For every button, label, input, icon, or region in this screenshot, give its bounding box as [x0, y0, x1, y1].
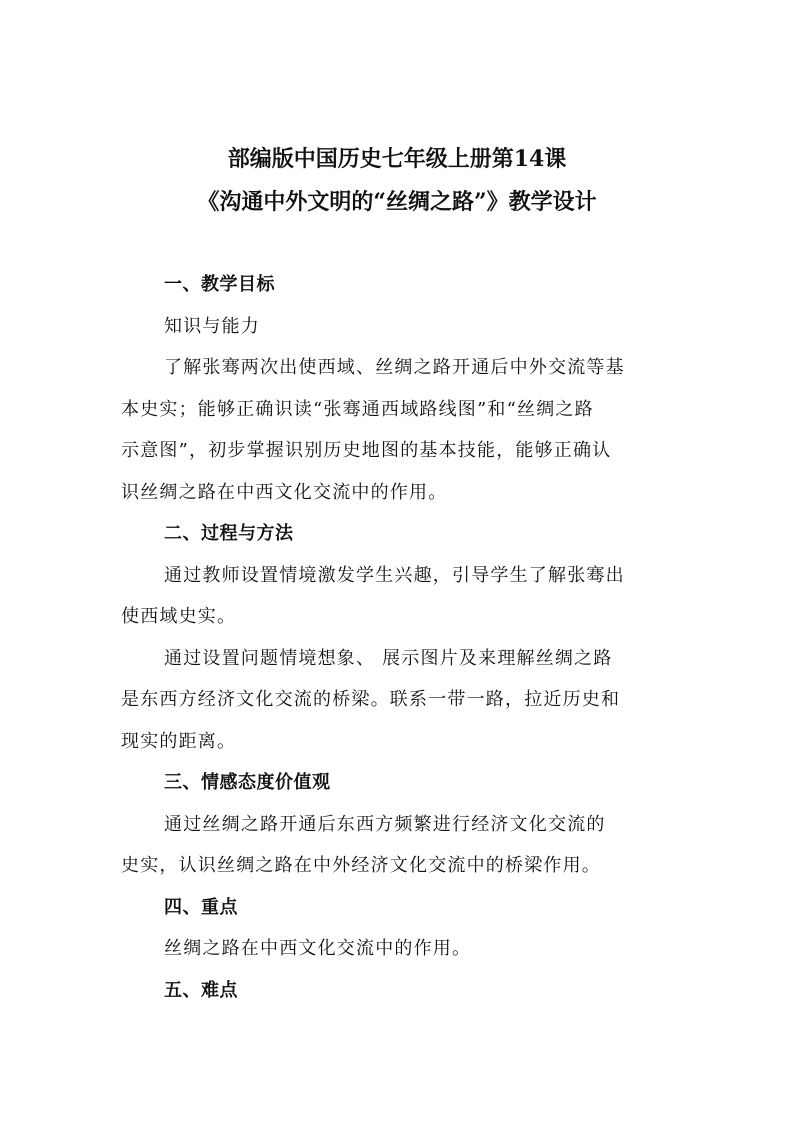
- paragraph-line: 现实的距离。: [121, 731, 237, 752]
- paragraph-line: 通过设置问题情境想象、 展示图片及来理解丝绸之路: [164, 648, 613, 669]
- section-5-heading: 五、难点: [164, 980, 238, 1001]
- paragraph-line: 是东西方经济文化交流的桥梁。联系一带一路，拉近历史和: [121, 689, 621, 710]
- paragraph-line: 通过丝绸之路开通后东西方频繁进行经济文化交流的: [164, 814, 606, 835]
- paragraph-line: 通过教师设置情境激发学生兴趣，引导学生了解张骞出: [164, 565, 625, 586]
- section-4-heading: 四、重点: [164, 897, 238, 918]
- section-2-heading: 二、过程与方法: [164, 523, 294, 544]
- document-title-line-2: 《沟通中外文明的“丝绸之路”》教学设计: [197, 189, 597, 215]
- paragraph-line: 了解张骞两次出使西域、丝绸之路开通后中外交流等基: [164, 357, 625, 378]
- paragraph-line: 使西域史实。: [121, 606, 237, 627]
- paragraph-line: 丝绸之路在中西文化交流中的作用。: [164, 938, 472, 959]
- section-1-heading: 一、教学目标: [164, 274, 275, 295]
- section-3-heading: 三、情感态度价值观: [164, 772, 331, 793]
- paragraph-line: 识丝绸之路在中西文化交流中的作用。: [121, 482, 448, 503]
- section-1-subheading: 知识与能力: [164, 316, 260, 337]
- paragraph-line: 示意图”，初步掌握识别历史地图的基本技能，能够正确认: [121, 440, 612, 461]
- paragraph-line: 本史实；能够正确识读“张骞通西域路线图”和“丝绸之路: [121, 399, 594, 420]
- document-title-line-1: 部编版中国历史七年级上册第14课: [227, 146, 567, 172]
- paragraph-line: 史实，认识丝绸之路在中外经济文化交流中的桥梁作用。: [121, 855, 601, 876]
